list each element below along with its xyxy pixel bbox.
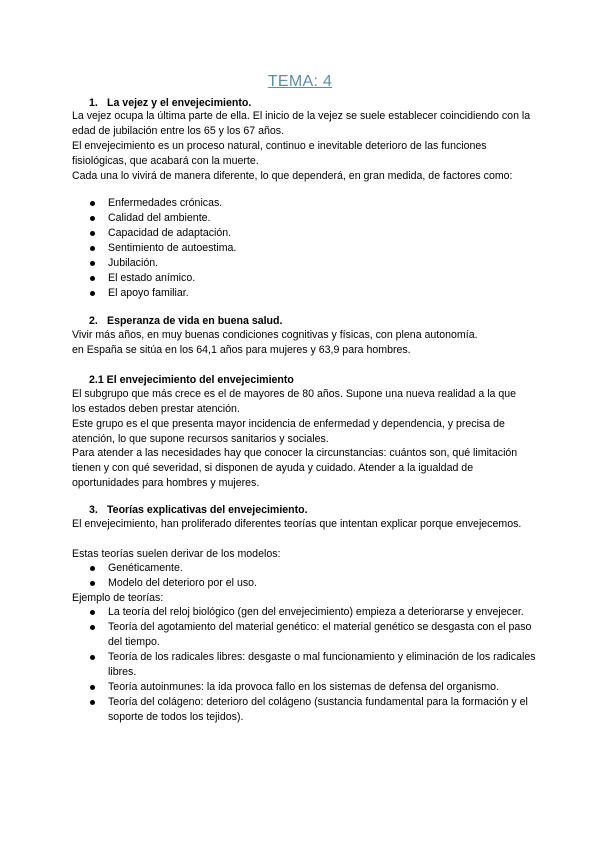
list-item: Sentimiento de autoestima. (88, 241, 548, 256)
bullet-icon (90, 261, 95, 266)
list-item: Teoría del colágeno: deterioro del colágeno (sustancia fundamental para la formación y el soporte de todos los tejidos). (88, 695, 548, 725)
list-item: Enfermedades crónicas. (88, 196, 548, 211)
list-item: Jubilación. (88, 256, 548, 271)
list-item: Calidad del ambiente. (88, 211, 548, 226)
section-2-1-paragraph: Para atender a las necesidades hay que conocer la circunstancias: cuántos son, qué limitación tienen y con qué severidad, si disponen de ayuda y cuidado. Atender a la igualdad de oportunidades para hombres y mujeres. (72, 447, 518, 489)
section-3-heading: 3. Teorías explicativas del envejecimiento. (89, 504, 308, 516)
models-list (88, 561, 548, 591)
bullet-icon (90, 291, 95, 296)
bullet-icon (90, 655, 95, 660)
page-title: TEMA: 4 (267, 73, 333, 90)
theories-list (88, 605, 548, 725)
section-1-paragraph: El envejecimiento es un proceso natural, continuo e inevitable deterioro de las funciones fisiológicas, que acabará con la muerte. (72, 140, 487, 167)
bullet-icon (90, 700, 95, 705)
bullet-icon (90, 246, 95, 251)
examples-intro: Ejemplo de teorías: (72, 592, 164, 604)
section-2-1-paragraph: El subgrupo que más crece es el de mayores de 80 años. Supone una nueva realidad a la que los estados deben prestar atención. (72, 388, 517, 415)
bullet-icon (90, 685, 95, 690)
list-item: Capacidad de adaptación. (88, 226, 548, 241)
bullet-icon (90, 276, 95, 281)
bullet-icon (90, 610, 95, 615)
list-item: El apoyo familiar. (88, 286, 548, 301)
list-item: La teoría del reloj biológico (gen del envejecimiento) empieza a deteriorarse y envejecer. (88, 605, 548, 620)
section-2-heading: 2. Esperanza de vida en buena salud. (89, 315, 283, 327)
list-item: Teoría autoinmunes: la ida provoca fallo en los sistemas de defensa del organismo. (88, 680, 548, 695)
models-intro: Estas teorías suelen derivar de los modelos: (72, 548, 281, 560)
list-item: Modelo del deterioro por el uso. (88, 576, 548, 591)
bullet-icon (90, 581, 95, 586)
section-1-heading: 1. La vejez y el envejecimiento. (89, 97, 252, 109)
list-item: Teoría de los radicales libres: desgaste o mal funcionamiento y eliminación de los radicales libres. (88, 650, 548, 680)
section-2-1-paragraph: Este grupo es el que presenta mayor incidencia de enfermedad y dependencia, y precisa de atención, lo que supone recursos sanitarios y sociales. (72, 418, 505, 445)
list-item: Teoría del agotamiento del material genético: el material genético se desgasta con el paso del tiempo. (88, 620, 548, 650)
section-2-paragraph: Vivir más años, en muy buenas condiciones cognitivas y físicas, con plena autonomía. (72, 329, 478, 341)
bullet-icon (90, 201, 95, 206)
section-3-intro: El envejecimiento, han proliferado diferentes teorías que intentan explicar porque envejecemos. (72, 518, 522, 530)
list-item: Genéticamente. (88, 561, 548, 576)
section-1-paragraph: La vejez ocupa la última parte de ella. El inicio de la vejez se suele establecer coincidiendo con la edad de jubilación entre los 65 y los 67 años. (72, 110, 531, 137)
section-2-paragraph: en España se sitúa en los 64,1 años para mujeres y 63,9 para hombres. (72, 344, 411, 356)
bullet-icon (90, 231, 95, 236)
bullet-icon (90, 216, 95, 221)
bullet-icon (90, 625, 95, 630)
factors-list (88, 196, 548, 301)
list-item: El estado anímico. (88, 271, 548, 286)
bullet-icon (90, 566, 95, 571)
section-1-paragraph: Cada una lo vivirá de manera diferente, lo que dependerá, en gran medida, de factores como: (72, 170, 513, 182)
section-2-1-heading: 2.1 El envejecimiento del envejecimiento (89, 374, 294, 386)
